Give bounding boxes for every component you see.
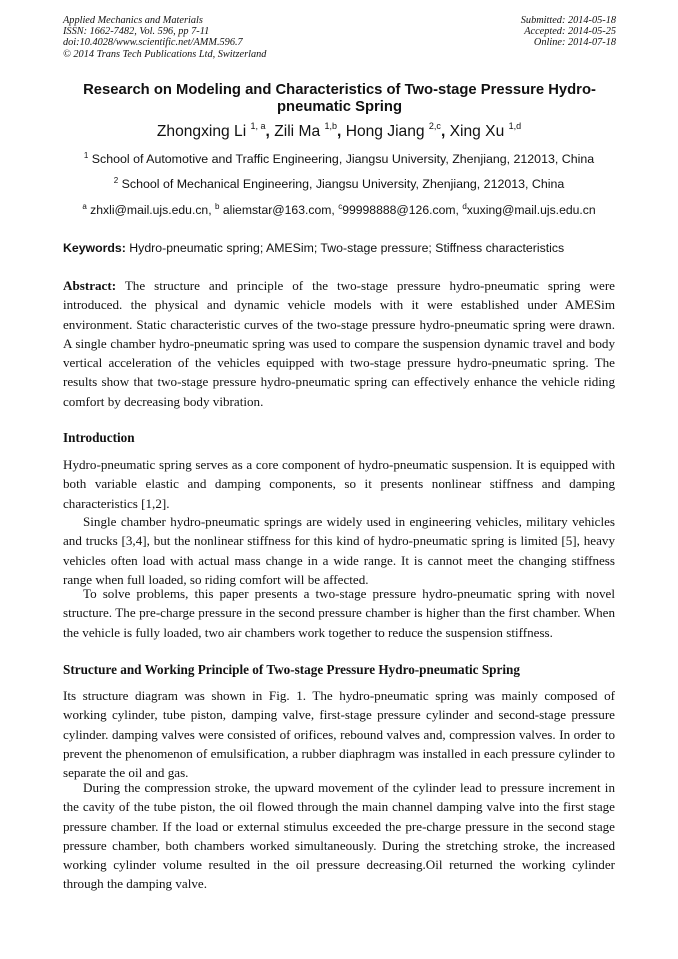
- section-heading-introduction: Introduction: [63, 430, 135, 445]
- keywords: [63, 241, 616, 255]
- affiliation-sup: 1: [83, 151, 89, 160]
- email-link[interactable]: 99998888@126.com,: [342, 203, 459, 217]
- structure-paragraph-1: Its structure diagram was shown in Fig. 1. The hydro-pneumatic spring was mainly composed of working cylinder, tube piston, damping valve, first-stage pressure cylinder and second-stage pressure cylinder. damping valves were consisted of orifices, rebound valves and, compression valves. In order to prevent the phenomenon of emulsification, a rubber diaphragm was installed in each pressure cylinder to separate the oil and gas.: [63, 688, 615, 781]
- intro-paragraph-2: [63, 512, 615, 589]
- affiliation-sup: 2: [113, 176, 119, 185]
- email-sup: a: [82, 202, 87, 211]
- email-link[interactable]: xuxing@mail.ujs.edu.cn: [466, 203, 596, 217]
- affiliation-2: [0, 177, 678, 191]
- author-emails: [0, 203, 678, 217]
- journal-info: [63, 15, 266, 60]
- keywords-label: Keywords:: [63, 241, 126, 255]
- affiliation-1: [0, 152, 678, 166]
- doi-line: doi:10.4028/www.scientific.net/AMM.596.7: [63, 37, 243, 49]
- section-heading-structure: Structure and Working Principle of Two-stage Pressure Hydro-pneumatic Spring: [63, 662, 520, 677]
- intro-paragraph-3: [63, 584, 615, 642]
- author-sup: 1,b: [324, 121, 337, 131]
- email-link[interactable]: aliemstar@163.com,: [222, 203, 335, 217]
- journal-name: Applied Mechanics and Materials: [63, 15, 203, 26]
- author-sup: 1, a: [250, 121, 266, 131]
- affiliation-text: School of Mechanical Engineering, Jiangsu University, Zhenjiang, 212013, China: [121, 177, 565, 191]
- author-name: Hong Jiang: [345, 123, 425, 140]
- intro-paragraph-1: Hydro-pneumatic spring serves as a core component of hydro-pneumatic suspension. It is equipped with both variable elastic and damping components, so it presents nonlinear stiffness and damping characteristics [1,2].: [63, 457, 615, 511]
- intro-paragraph-3-text: To solve problems, this paper presents a two-stage pressure hydro-pneumatic spring with novel structure. The pre-charge pressure in the second pressure chamber is higher than the first chamber. When the vehicle is fully loaded, two air chambers work together to reduce the suspension stiffness.: [63, 586, 615, 640]
- email-link[interactable]: zhxli@mail.ujs.edu.cn,: [90, 203, 212, 217]
- issn-line: ISSN: 1662-7482, Vol. 596, pp 7-11: [63, 26, 210, 38]
- author-sup: 1,d: [508, 121, 522, 131]
- email-sup: d: [462, 202, 467, 211]
- structure-paragraph-2: [63, 778, 615, 894]
- abstract-text: The structure and principle of the two-stage pressure hydro-pneumatic spring were introduced. the physical and dynamic vehicle models with it were established under AMESim environment. Static characteristic curves of the two-stage pressure hydro-pneumatic spring were drawn. A single chamber hydro-pneumatic spring was used to compare the suspension dynamic travel and body vertical acceleration of the vehicles equipped with two-stage pressure hydro-pneumatic spring. The results show that two-stage pressure hydro-pneumatic spring can effectively enhance the vehicle riding comfort by decreasing body vibration.: [63, 278, 615, 409]
- keywords-text: Hydro-pneumatic spring; AMESim; Two-stage pressure; Stiffness characteristics: [129, 241, 565, 255]
- paper-title: Research on Modeling and Characteristics of Two-stage Pressure Hydro-pneumatic Spring: [83, 82, 596, 115]
- online-date: Online: 2014-07-18: [533, 37, 616, 49]
- author-sup: 2,c: [428, 121, 441, 131]
- copyright-line: © 2014 Trans Tech Publications Ltd, Switzerland: [63, 48, 267, 60]
- author-list: Zhongxing Li $^{1, a}$, Zili Ma $^{1,b}$, Hong Jiang $^{2,c}$, Xing Xu $^{1,d}$: [156, 121, 522, 140]
- author-name: Xing Xu: [449, 123, 505, 140]
- structure-paragraph-2-text: During the compression stroke, the upward movement of the cylinder lead to pressure increment in the cavity of the tube piston, the oil flowed through the main channel damping valve into the first stage pressure chamber. If the load or external stimulus exceeded the pre-charge pressure in the second stage pressure chamber, both chambers worked simultaneously. During the stretching stroke, the increased working cylinder volume resulted in the oil pressure decreasing.Oil returned the working cylinder through the damping valve.: [63, 780, 615, 892]
- affiliation-text: School of Automotive and Traffic Engineering, Jiangsu University, Zhenjiang, 212013, China: [91, 152, 595, 166]
- abstract-label: Abstract:: [63, 278, 117, 293]
- intro-paragraph-2-text: Single chamber hydro-pneumatic springs are widely used in engineering vehicles, military vehicles and trucks [3,4], but the nonlinear stiffness for this kind of hydro-pneumatic spring is limited [5], heavy vehicles often load with actual mass change in a wide range. It is cannot meet the changing stiffness range when full loaded, so riding comfort will be affected.: [63, 514, 615, 587]
- submitted-date: Submitted: 2014-05-18: [520, 15, 616, 26]
- author-name: Zhongxing Li: [156, 123, 247, 140]
- author-name: Zili Ma: [274, 123, 321, 140]
- email-sup: c: [338, 202, 343, 211]
- publication-dates: [521, 15, 616, 49]
- abstract: [63, 276, 615, 411]
- email-sup: b: [215, 202, 220, 211]
- accepted-date: Accepted: 2014-05-25: [524, 26, 616, 38]
